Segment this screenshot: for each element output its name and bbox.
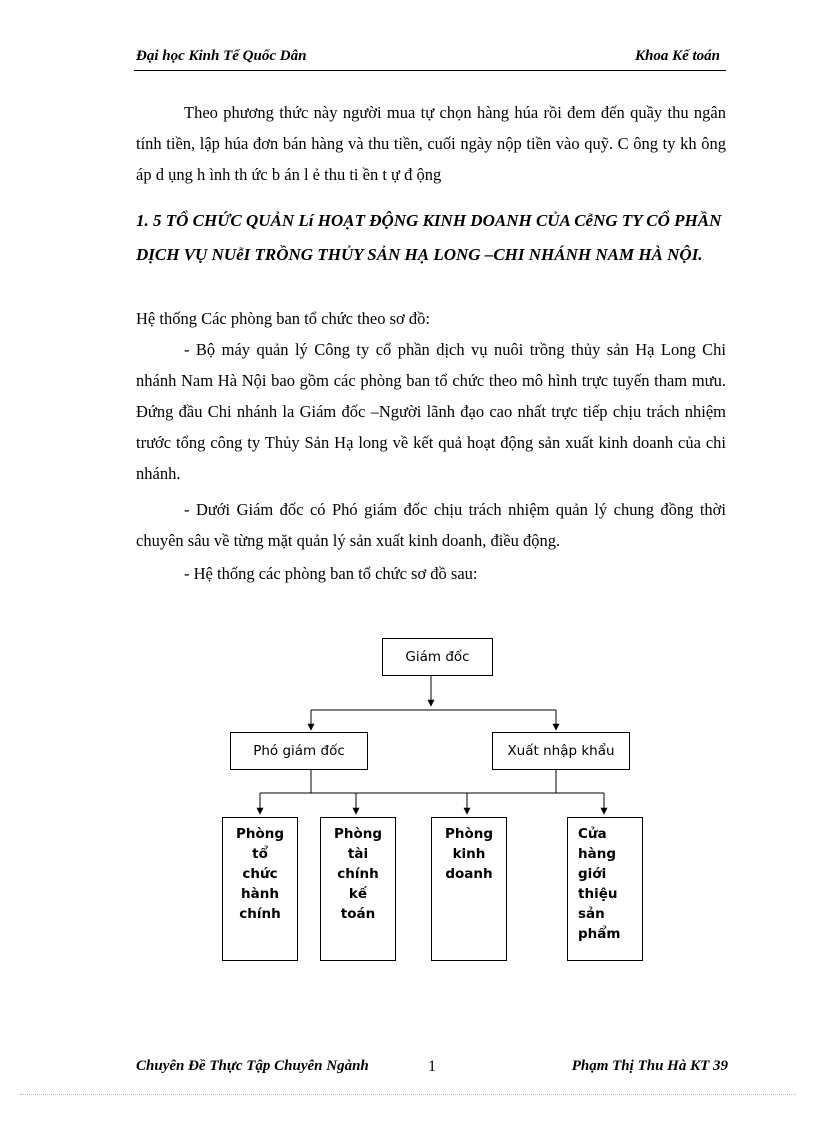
org-box-admin-dept [222,817,298,961]
showroom-line: sản [578,906,605,922]
showroom-line: hàng [578,846,616,862]
showroom-line: giới [578,866,607,882]
showroom-line: Cửa [578,826,607,842]
org-box-director-label: Giám đốc [405,649,470,665]
business-dept-line: doanh [445,866,493,882]
org-box-import-export-label: Xuất nhập khẩu [507,743,615,759]
showroom-line: thiệu [578,886,618,902]
admin-dept-line: chính [239,906,281,922]
admin-dept-line: chức [242,866,278,882]
admin-dept-line: Phòng [235,826,285,842]
header-faculty: Khoa Kế toán [634,48,720,64]
org-box-business-dept [431,817,507,961]
showroom-line: phẩm [578,926,621,942]
finance-dept-line: chính [337,866,379,882]
paragraph-sales-method: Theo phương thức này người mua tự chọn hàng húa rồi đem đến quầy thu ngân tính tiền, lập húa đơn bán hàng và thu tiền, cuối ngày nộp tiền vào quỹ. C ông ty kh ông áp d ụng h ình th ức b án l ẻ thu ti ền t ự đ ộng [136,103,726,184]
admin-dept-line: hành [241,886,279,902]
business-dept-line: Phòng [444,826,494,842]
paragraph-deputy: - Dưới Giám đốc có Phó giám đốc chịu trách nhiệm quản lý chung đồng thời chuyên sâu về từng mặt quản lý sản xuất kinh doanh, điều động. [136,500,726,550]
paragraph-management: - Bộ máy quản lý Công ty cổ phần dịch vụ nuôi trồng thủy sản Hạ Long Chi nhánh Nam Hà Nội bao gồm các phòng ban tổ chức theo mô hình trực tuyến tham mưu. Đứng đầu Chi nhánh la Giám đốc –Người lãnh đạo cao nhất trực tiếp chịu trách nhiệm trước tổng công ty Thủy Sản Hạ long về kết quả hoạt động sản xuất kinh doanh của chi nhánh. [136,340,726,483]
business-dept-line: kinh [452,846,486,862]
paragraph-intro: Hệ thống Các phòng ban tổ chức theo sơ đồ: [136,309,430,328]
finance-dept-line: tài [347,846,369,862]
finance-dept-line: Phòng [333,826,383,842]
org-box-deputy-director-label: Phó giám đốc [253,743,345,759]
paragraph-departments: - Hệ thống các phòng ban tổ chức sơ đồ sau: [184,564,478,583]
page-bottom-separator [20,1094,796,1095]
header-university: Đại học Kinh Tế Quốc Dân [136,48,307,64]
org-box-director [382,638,493,676]
section-heading: 1. 5 TỔ CHỨC QUẢN Lí HOẠT ĐỘNG KINH DOANH CỦA CễNG TY CỔ PHẦN DỊCH VỤ NUễI TRỒNG THỦY SẢN HẠ LONG –CHI NHÁNH NAM HÀ NỘI. [136,211,722,264]
finance-dept-line: kế [348,886,368,902]
org-box-finance-dept [320,817,396,961]
admin-dept-line: tổ [252,846,268,862]
footer-author: Phạm Thị Thu Hà KT 39 [571,1058,728,1074]
finance-dept-line: toán [340,906,376,922]
org-box-import-export [492,732,630,770]
footer-page-number: 1 [428,1058,436,1075]
footer-title: Chuyên Đề Thực Tập Chuyên Ngành [136,1058,369,1074]
org-box-showroom [567,817,643,961]
org-box-deputy-director [230,732,368,770]
